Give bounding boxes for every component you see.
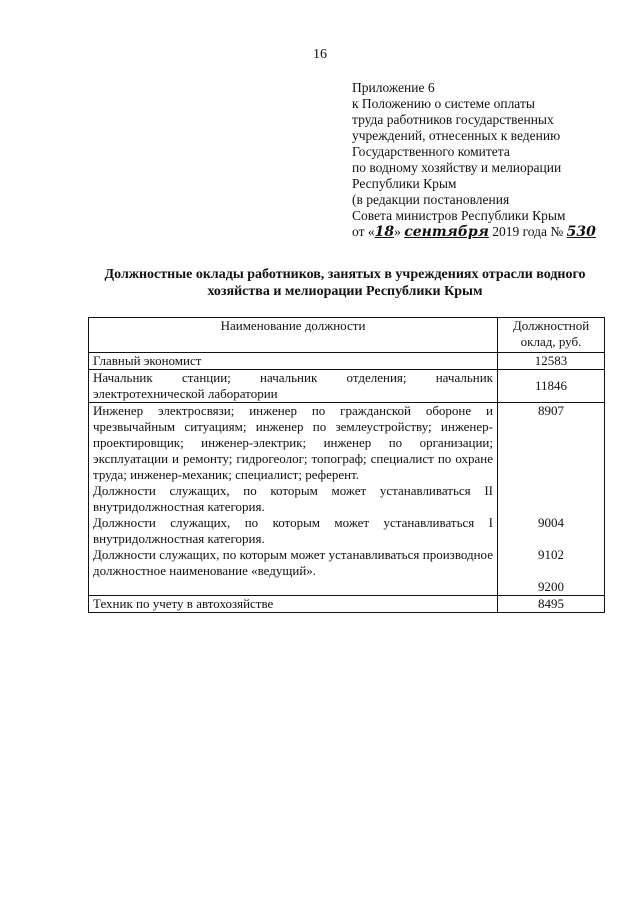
category-note: Должности служащих, по которым может устанавливаться производное должностное наименование «ведущий». [93, 547, 493, 578]
position-name: Главный экономист [89, 353, 498, 370]
handwritten-number: 530 [566, 224, 596, 240]
table-row [89, 353, 605, 370]
table-row [89, 596, 605, 613]
table-row [89, 370, 605, 403]
date-mid: » [394, 224, 401, 239]
date-year: 2019 года № [492, 224, 564, 239]
table-row [89, 403, 605, 596]
appendix-line: труда работников государственных [352, 112, 554, 127]
appendix-line: к Положению о системе оплаты [352, 96, 535, 111]
appendix-header [352, 80, 632, 240]
position-name: Инженер электросвязи; инженер по гражданской обороне и чрезвычайным ситуациям; инженер по землеустройству; инженер-проектировщик; инженер-электрик; инженер по организации; эксплуатации и ремонту; гидрогеолог; топограф; специалист по охране труда; инженер-механик; специалист; референт. [93, 403, 493, 482]
salary-value: 9004 [538, 515, 564, 530]
appendix-line: Совета министров Республики Крым [352, 208, 566, 223]
resolution-date-line [352, 224, 632, 240]
category-note: Должности служащих, по которым может устанавливаться I внутридолжностная категория. [93, 515, 493, 546]
salary-value: 11846 [498, 370, 605, 403]
document-title: Должностные оклады работников, занятых в учреждениях отрасли водного хозяйства и мелиорации Республики Крым [104, 267, 586, 299]
appendix-line: учреждений, отнесенных к ведению [352, 128, 561, 143]
date-prefix: от « [352, 224, 375, 239]
position-name: Техник по учету в автохозяйстве [89, 596, 498, 613]
salary-value: 9200 [538, 579, 564, 594]
salary-table [88, 317, 605, 613]
appendix-line: Приложение 6 [352, 80, 435, 95]
header-position: Наименование должности [89, 318, 498, 353]
header-salary: Должностной оклад, руб. [498, 318, 605, 353]
appendix-line: Республики Крым [352, 176, 457, 191]
table-header-row [89, 318, 605, 353]
position-name: Начальник станции; начальник отделения; начальник электротехнической лаборатории [89, 370, 498, 403]
position-name-group [89, 403, 498, 596]
handwritten-day: 18 [374, 224, 395, 240]
salary-value: 8907 [538, 403, 564, 418]
salary-value: 8495 [498, 596, 605, 613]
appendix-line: по водному хозяйству и мелиорации [352, 160, 562, 175]
salary-value-group [498, 403, 605, 596]
category-note: Должности служащих, по которым может устанавливаться II внутридолжностная категория. [93, 483, 493, 514]
appendix-line: (в редакции постановления [352, 192, 510, 207]
appendix-line: Государственного комитета [352, 144, 510, 159]
salary-value: 12583 [498, 353, 605, 370]
page-number: 16 [313, 47, 327, 62]
handwritten-month: сентября [404, 224, 489, 240]
salary-value: 9102 [538, 547, 564, 562]
